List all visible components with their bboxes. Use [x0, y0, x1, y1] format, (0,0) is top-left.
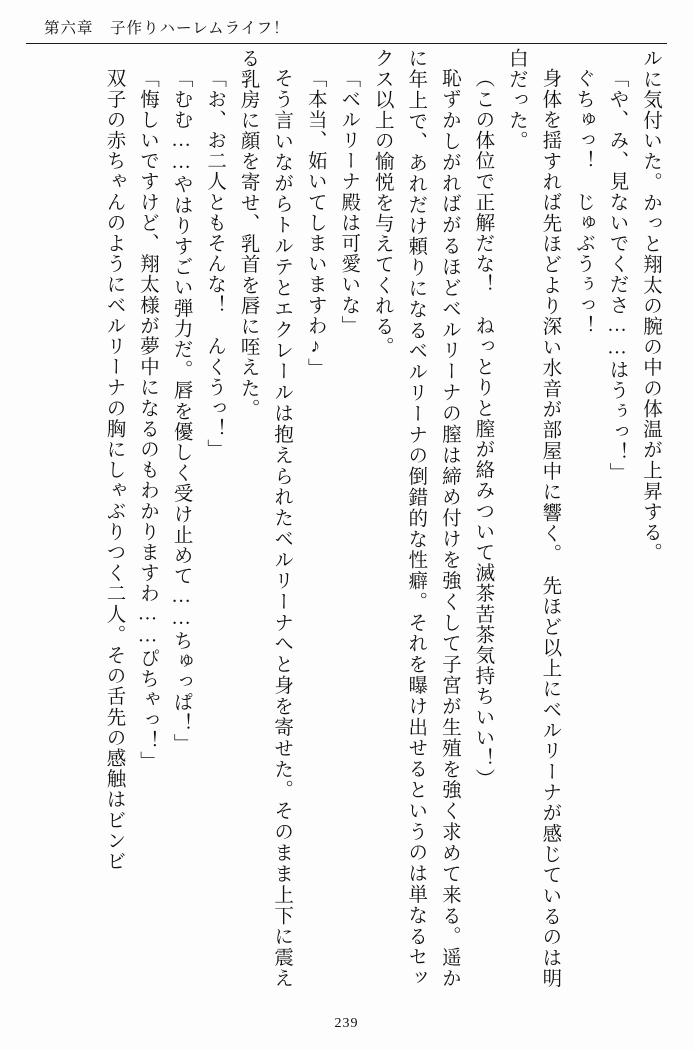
paragraph: ぐちゅっ！ じゅぶうぅっ！ [572, 67, 594, 336]
paragraph: 恥ずかしがればがるほどベルリーナの膣は締め付けを強くして子宮が生殖を強く求めて来る。遥かに年上で、あれだけ頼りになるベルリーナの倒錯的な性癖。それを曝け出せるというのは単なるセックス以上の愉悦を与えてくれる。 [371, 48, 460, 988]
paragraph: ルに気付いた。かっと翔太の腕の中の体温が上昇する。 [640, 48, 661, 563]
paragraph: 「本当、妬いてしまいますわ♪」 [304, 67, 326, 378]
paragraph: 「ベルリーナ殿は可愛いな」 [338, 67, 360, 336]
paragraph: そう言いながらトルテとエクレールは抱えられたベルリーナへと身を寄せた。そのまま上下に震える乳房に顔を寄せ、乳首を唇に咥えた。 [237, 48, 293, 988]
chapter-title: 第六章 子作りハーレムライフ！ [44, 20, 290, 37]
paragraph: 「悔しいですけど、翔太様が夢中になるのもわかりますわ……ぴちゃっ！」 [137, 67, 159, 771]
paragraph: 「むむ……やはりすごい弾力だ。唇を優しく受け止めて……ちゅっぱ！」 [170, 67, 192, 754]
paragraph: 「や、み、見ないでくださ……はうぅっ！」 [606, 67, 628, 483]
paragraph: （この体位で正解だな！ ねっとりと膣が絡みついて滅茶苦茶気持ちいい！） [472, 67, 494, 789]
page-footer [0, 1014, 693, 1032]
paragraph: 「お、お二人ともそんな！ んくうっ！」 [204, 67, 226, 459]
body-text [26, 48, 667, 988]
paragraph: 身体を揺すれば先ほどより深い水音が部屋中に響く。 先ほど以上にベルリーナが感じているのは明白だった。 [505, 48, 561, 988]
header-divider [26, 43, 667, 44]
page-number: 239 [334, 1016, 359, 1031]
paragraph: 双子の赤ちゃんのようにベルリーナの胸にしゃぶりつく二人。その舌先の感触はビンビ [103, 67, 125, 871]
page-header [0, 10, 693, 44]
